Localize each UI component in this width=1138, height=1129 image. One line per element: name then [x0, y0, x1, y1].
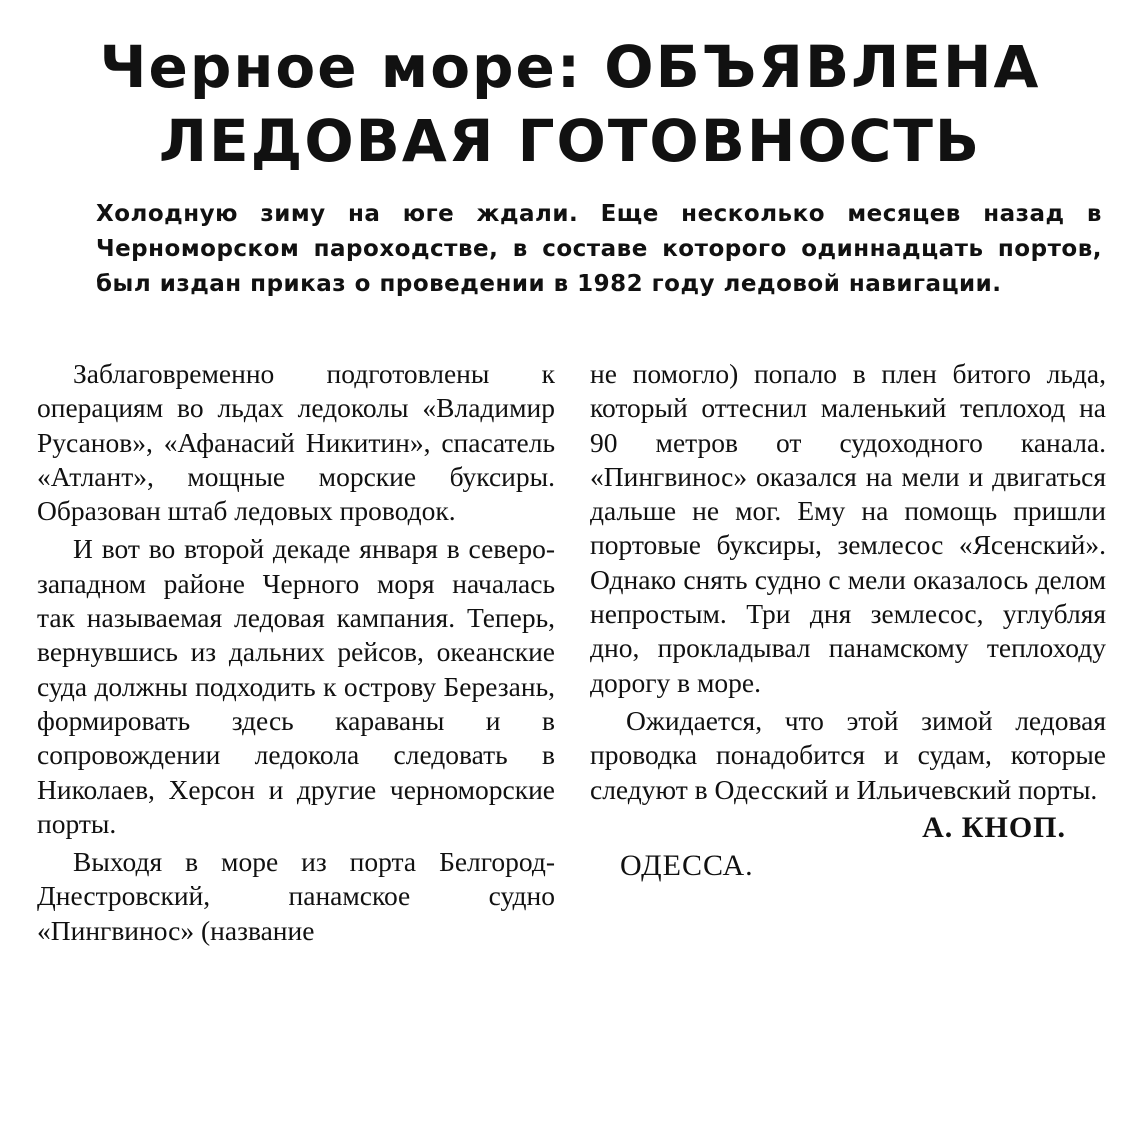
signature-block [590, 810, 1106, 882]
column-right [590, 357, 1106, 882]
paragraph-ice-campaign: И вот во второй декаде января в северо-западном районе Черного моря началась так называемая ледовая кампания. Теперь, вернувшись из дальних рейсов, океанские суда должны подходить к острову Березань, формировать здесь караваны и в сопровождении ледокола следовать в Николаев, Херсон и другие черноморские порты. [37, 533, 555, 839]
author-signature: А. КНОП. [922, 810, 1066, 844]
paragraph-expectation: Ожидается, что этой зимой ледовая проводка понадобится и судам, которые следуют в Одесский и Ильичевский порты. [590, 704, 1106, 805]
headline-line-1: Черное море: ОБЪЯВЛЕНА [99, 33, 1041, 101]
paragraph-pingvinos-continued: не помогло) попало в плен битого льда, который оттеснил маленький теплоход на 90 метров от судоходного канала. «Пингвинос» оказался на мели и двигаться дальше не мог. Ему на помощь пришли портовые буксиры, землесос «Ясенский». Однако снять судно с мели оказалось делом непростым. Три дня землесос, углубляя дно, прокладывал панамскому теплоходу дорогу в море. [590, 358, 1106, 698]
column-left [37, 357, 555, 948]
article-headline [40, 30, 1100, 178]
headline-line-2: ЛЕДОВАЯ ГОТОВНОСТЬ [158, 107, 982, 175]
article-lead: Холодную зиму на юге ждали. Еще несколько месяцев назад в Черноморском пароходстве, в составе которого одиннадцать портов, был издан приказ о проведении в 1982 году ледовой навигации. [96, 201, 1102, 297]
paragraph-pingvinos-start: Выходя в море из порта Белгород-Днестровский, панамское судно «Пингвинос» (название [37, 846, 555, 946]
paragraph-icebreakers: Заблаговременно подготовлены к операциям во льдах ледоколы «Владимир Русанов», «Афанасий Никитин», спасатель «Атлант», мощные морские буксиры. Образован штаб ледовых проводок. [37, 358, 555, 527]
dateline-city: ОДЕССА. [620, 848, 754, 882]
